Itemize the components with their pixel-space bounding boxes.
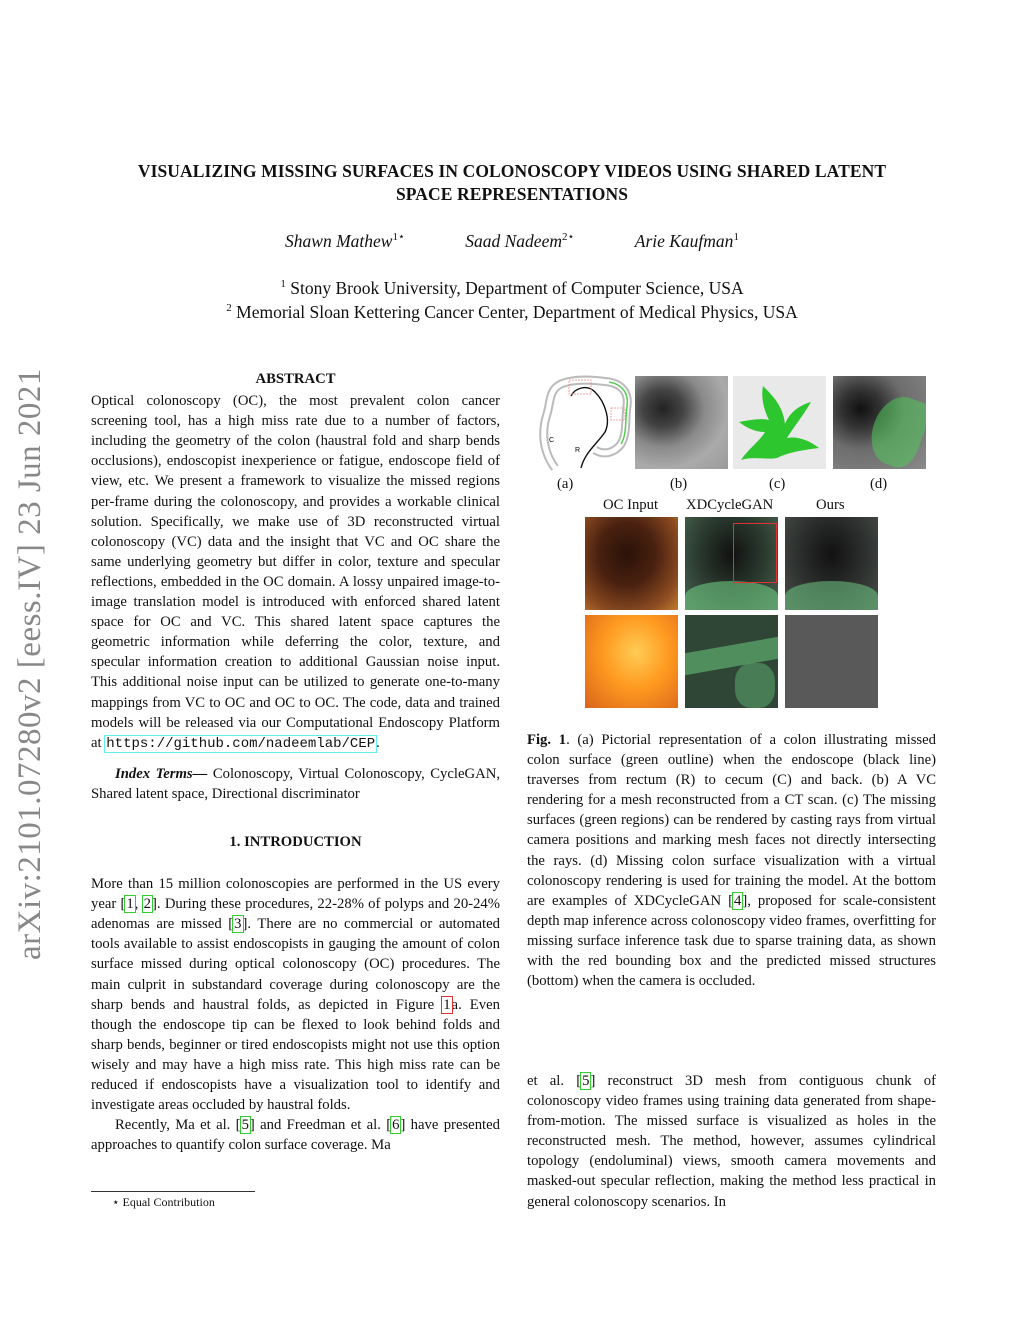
- title-line-2: SPACE REPRESENTATIONS: [395, 184, 629, 204]
- citation-link[interactable]: 5: [582, 1073, 590, 1089]
- colon-diagram: [535, 372, 633, 474]
- abstract-body: Optical colonoscopy (OC), the most prevalent colon cancer screening tool, has a high miss rate due to a number of factors, including the geometry of the colon (haustral fold and sharp bends occlusions), endoscopist inexperience or fatigue, endoscope field of view, etc. We present a framework to visualize the missed regions per-frame during the colonoscopy, and provides a workable clinical solution. Specifically, we make use of 3D reconstructed virtual colonoscopy (VC) data and the insight that VC and OC share the same underlying geometry but differ in color, texture and specular reflections, embedded in the OC domain. A lossy unpaired image-to-image translation model is introduced with enforced shared latent space for OC and VC. This shared latent space captures the geometric information while deferring the color, texture, and specular information creation to additional Gaussian noise input. This additional noise input can be utilized to generate one-to-many mappings from VC to OC and OC to OC. The code, data and trained models will be released via our Computational Endoscopy Platform at https://github.com/nadeemlab/CEP.: [91, 393, 500, 752]
- column-label-ours: Ours: [816, 497, 845, 513]
- intro-heading: 1. INTRODUCTION: [229, 833, 362, 850]
- figure-1-caption: Fig. 1. (a) Pictorial representation of a colon illustrating missed colon surface (green outline) when the endoscope (black line) traverses from rectum (R) to cecum (C) and back. (b) A VC rendering for a mesh reconstructed from a CT scan. (c) The missing surfaces (green regions) can be rendered by casting rays from virtual camera positions and marking mesh faces not directly intersecting the rays. (d) Missing colon surface visualization with a virtual colonoscopy rendering is used for training the model. At the bottom are examples of XDCycleGAN [4], proposed for scale-consistent depth map inference across colonoscopy video frames, overfitting for missing surface inference task due to sparse training data, as shown with the red bounding box and the predicted missed structures (bottom) when the camera is occluded.: [527, 732, 936, 990]
- citation-link[interactable]: 2: [143, 896, 152, 913]
- ours-image-1: [785, 517, 878, 610]
- author: Shawn Mathew$^{1⋆}$: [285, 230, 405, 251]
- vc-render-image: [635, 376, 728, 469]
- code-link[interactable]: https://github.com/nadeemlab/CEP: [106, 735, 376, 752]
- panel-label-a: (a): [557, 476, 574, 492]
- footnote-rule: [91, 1191, 255, 1192]
- title-line-1: VISUALIZING MISSING SURFACES IN COLONOSCOPY VIDEOS USING SHARED LATENT: [137, 161, 887, 181]
- left-column: [91, 369, 500, 1155]
- oc-input-image-2: [585, 615, 678, 708]
- ours-image-2: [785, 615, 878, 708]
- right-column-text: et al. [5] reconstruct 3D mesh from contiguous chunk of colonoscopy video frames using training data generated from shape-from-motion. The missed surface is visualized as holes in the reconstructed mesh. The method, however, assumes cylindrical topology (endoluminal) views, smooth camera movements and masked-out specular reflection, making the method less practical in general colonoscopy scenarios. In: [527, 1073, 937, 1210]
- xdcyclegan-image-2: [685, 615, 778, 708]
- panel-label-d: (d): [870, 476, 888, 492]
- author: Saad Nadeem$^{2⋆}$: [465, 230, 575, 251]
- author-list: [0, 230, 1024, 252]
- xdcyclegan-image-1: [685, 517, 778, 610]
- citation-link[interactable]: 3: [234, 916, 242, 933]
- citation-link[interactable]: 6: [392, 1117, 400, 1134]
- red-bounding-box: [733, 523, 777, 583]
- oc-input-image-1: [585, 517, 678, 610]
- index-terms: Index Terms— Colonoscopy, Virtual Colonoscopy, CycleGAN, Shared latent space, Directional discriminator: [91, 765, 501, 802]
- abstract-heading: ABSTRACT: [255, 371, 336, 387]
- figure-1: [527, 368, 937, 708]
- citation-link[interactable]: 1: [126, 896, 134, 913]
- column-label-oc-input: OC Input: [603, 497, 659, 513]
- affiliation-2: $^2$ Memorial Sloan Kettering Cancer Center, Department of Medical Physics, USA: [226, 302, 798, 322]
- visualization-image: [833, 376, 926, 469]
- missing-surface-image: [733, 376, 826, 469]
- citation-link[interactable]: 5: [241, 1117, 249, 1134]
- affiliation-1: $^1$ Stony Brook University, Department of Computer Science, USA: [280, 278, 744, 298]
- author: Arie Kaufman$^1$: [634, 230, 739, 251]
- citation-link[interactable]: 4: [733, 892, 742, 909]
- footnote: ⋆ Equal Contribution: [112, 1195, 215, 1209]
- panel-label-b: (b): [670, 476, 688, 492]
- panel-label-c: (c): [769, 476, 786, 492]
- diagram-letter-r: R: [575, 447, 581, 454]
- intro-paragraph-1: More than 15 million colonoscopies are performed in the US every year [1, 2]. During these procedures, 22-28% of polyps and 20-24% adenomas are missed [3]. There are no commercial or automated tools available to assist endoscopists in gauging the amount of colon surface missed during optical colonoscopy (OC) procedures. The main culprit in substandard coverage during colonoscopy are the sharp bends and haustral folds, as depicted in Figure 1a. Even though the endoscope tip can be flexed to look behind folds and sharp bends, beginner or tired endoscopists might not use this option wisely and may have a high miss rate. This high miss rate can be reduced if endoscopists have a visualization tool to identify and investigate areas occluded by haustral folds.: [91, 876, 500, 1114]
- paper-title: [80, 160, 944, 206]
- column-label-xdcyclegan: XDCycleGAN: [686, 497, 774, 513]
- figure-ref-link[interactable]: 1: [443, 996, 451, 1013]
- intro-paragraph-2: Recently, Ma et al. [5] and Freedman et al. [6] have presented approaches to quantify colon surface coverage. Ma: [91, 1117, 500, 1154]
- diagram-letter-c: C: [549, 437, 555, 444]
- arxiv-identifier: arXiv:2101.07280v2 [eess.IV] 23 Jun 2021: [12, 368, 48, 960]
